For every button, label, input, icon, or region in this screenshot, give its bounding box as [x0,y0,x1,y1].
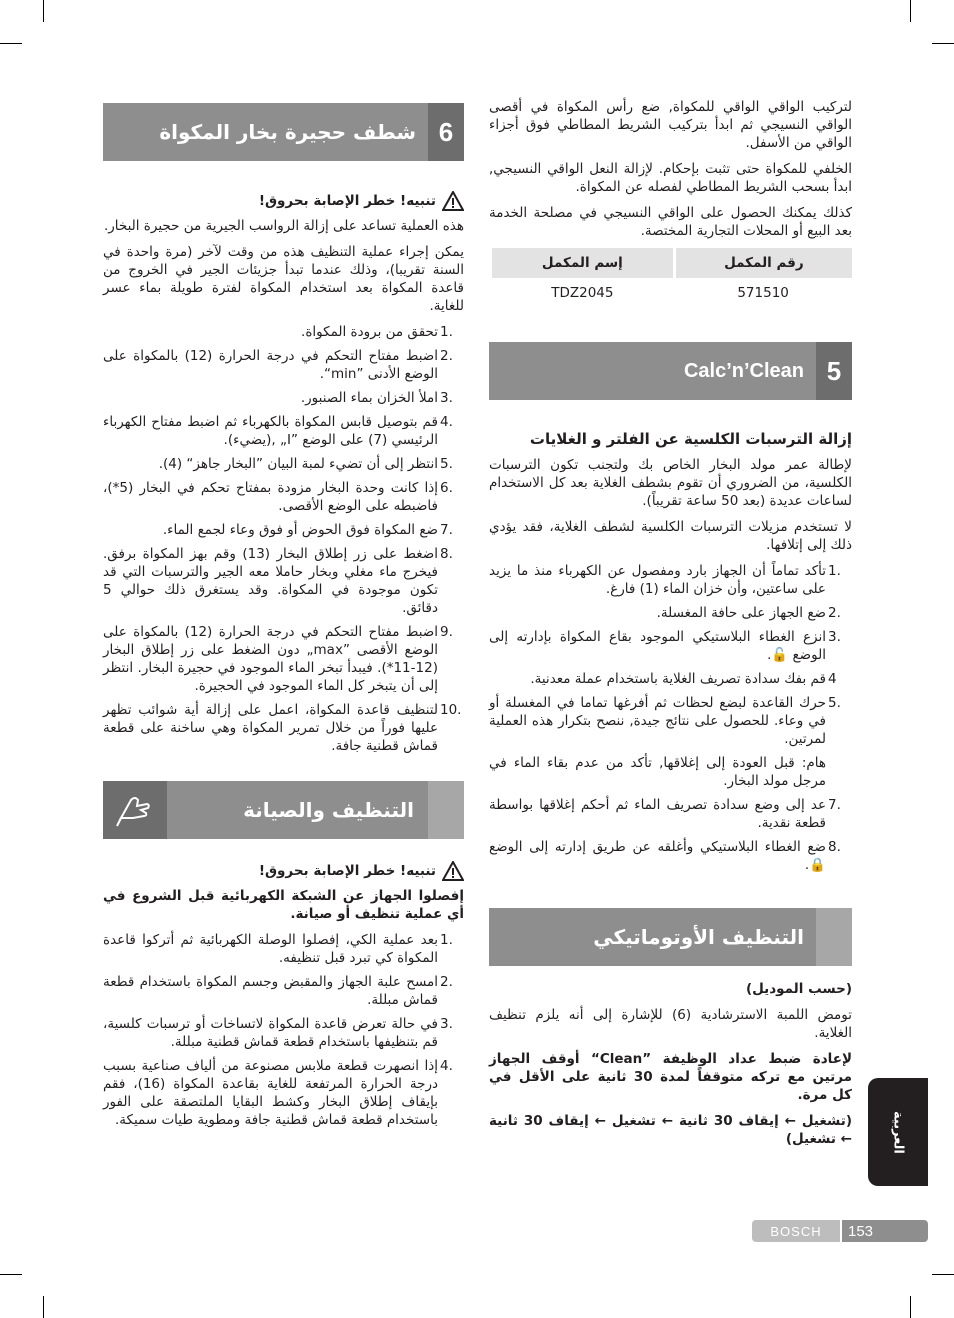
subsection-title: إزالة الترسبات الكلسية عن الفلتر و الغلايات [529,430,852,448]
list-item [103,931,464,967]
page-footer [752,1220,928,1242]
paragraph: يمكن إجراء عملية التنظيف هذه من وقت لآخر (مرة واحدة في السنة تقريبا)، وذلك عندما تبدأ جزيئات الجير في الخروج من قاعدة المكواة بعد استخدام المكواة لفترة طويلة بماء عسر للغاية. [103,244,464,314]
section-title: شطف حجيرة بخار المكواة [159,120,416,144]
list-item [103,413,464,449]
list-item [103,389,464,407]
list-item-text: ضع الجهاز على حافة المغسلة. [656,605,826,621]
list-item-text: لتنظيف قاعدة المكواة، اعمل على إزالة أية شوائب تظهر عليها فوراً من خلال تمرير المكواة وهي ساخنة على قطعة قماش قطنية جافة. [103,702,438,754]
accessory-table [489,248,852,308]
list-item [489,670,852,688]
list-item-number: 1. [440,324,453,340]
list-item [103,455,464,473]
crop-mark [932,1274,954,1275]
list-item [489,838,852,874]
auto-clean-header [489,908,852,966]
list-item-number: 4. [440,1058,453,1074]
section-5-header [489,342,852,400]
section-title: Calc’n’Clean [683,359,804,382]
intro-paragraph: الخلفي للمكواة حتى تثبت بإحكام. لإزالة النعل الواقي النسيجي, ابدأ بسحب الشريط المطاطي لفصله عن المكواة. [489,161,852,195]
crop-mark [43,1296,44,1318]
list-item [103,623,464,695]
paragraph-bold: (تشغيل ← إيقاف 30 ثانية ← تشغيل ← إيقاف 30 ثانية ← تشغيل) [489,1113,852,1147]
list-item [489,754,852,790]
list-item-number: 8. [440,546,453,562]
warning-line [103,191,464,211]
paragraph: لإطالة عمر مولد البخار الخاص بك ولتجنب تكون الترسبات الكلسية، من الضروري أن تقوم بشطف الغلاية بعد كل الاستخدام لساعات عديدة (بعد 50 ساعة تقريباً). [489,457,852,509]
intro-paragraph: لتركيب الواقي الواقي للمكواة, ضع رأس المكواة في أقصى الواقي النسيجي ثم ابدأ بتركيب الشريط المطاطي فوق أجزاء الواقي من الأسفل. [489,99,852,151]
crop-mark [0,43,22,44]
list-item [103,545,464,617]
list-item [489,628,852,664]
list-item [103,323,464,341]
list-item [103,1015,464,1051]
list-item-number: 3. [828,629,841,645]
crop-mark [910,0,911,22]
table-row [491,278,853,308]
list-item [103,479,464,515]
paragraph: لا تستخدم مزيلات الترسبات الكلسية لشطف الغلاية، فقد يؤدي ذلك إلى إتلافها. [489,519,852,553]
paragraph: هذه العملية تساعد على إزالة الرواسب الجيرية من حجيرة البخار. [103,218,464,234]
cleaning-hand-icon [103,781,167,839]
list-item-text: اضغط على زر إطلاق البخار (13) وقم بهز المكواة برفق. فيخرج ماء مغلي وبخار حاملا معه الجير والترسبات التي قد تكون موجودة في المكواة. وقد يستغرق ذلك حوالي 5 دقائق. [103,546,439,616]
list-item-text: إذا انصهرت قطعة ملابس مصنوعة من ألياف صناعية بسبب درجة الحرارة المرتفعة للغاية بقاعدة المكواة (16)، فقم بإيقاف إطلاق البخار وكشط البقايا الملتصقة على الفور باستخدام قطعة قماش قطنية جافة ومطوية طيات سميكة. [103,1058,438,1128]
list-item [489,694,852,748]
list-item-text: حرك القاعدة لبضع لحظات ثم أفرغها تماما في المغسلة أو في وعاء. للحصول على نتائج جيدة, ننصح بتكرار هذه العملية لمرتين. [489,695,826,747]
warning-text: تنبيه! خطر الإصابة بحروق! [258,863,436,879]
table-header-type: إسم المكمل [491,248,675,278]
list-item-number: 2. [440,974,453,990]
list-item-text: انتظر إلى أن تضيء لمبة البيان ”البخار جاهز“ (4). [158,456,438,472]
list-item-number: 7. [828,797,841,813]
list-item [103,1057,464,1129]
model-note: (حسب الموديل) [745,981,852,997]
list-item-number: 3. [440,390,453,406]
crop-mark [0,1274,22,1275]
list-item [489,562,852,598]
section-title: التنظيف الأوتوماتيكي [593,925,804,949]
list-item-number: 1. [440,932,453,948]
list-item [103,521,464,539]
list-item-number: 7. [440,522,453,538]
crop-mark [932,43,954,44]
steps-list [103,323,464,755]
list-item-text: هام: قبل العودة إلى إغلاقها, تأكد من عدم بقاء الماء في مرجل مولد البخار. [489,755,826,789]
list-item-text: تأكد تماماً أن الجهاز بارد ومفصول عن الكهرباء منذ ما يزيد على ساعتين، وأن خزان الماء (1) فارغ. [489,563,826,597]
section-number: 5 [816,342,852,400]
list-item-number: 4 [828,671,837,687]
list-item [489,604,852,622]
list-item-text: انزع الغطاء البلاستيكي الموجود بقاع المكواة بإدارته إلى الوضع 🔓. [489,629,826,663]
list-item [489,796,852,832]
list-item-text: بعد عملية الكي، إفصلوا الوصلة الكهربائية ثم أتركوا قاعدة المكواة كي تبرد قبل تنظيفه. [103,932,438,966]
list-item-number: 1. [828,563,841,579]
table-cell-number: 571510 [737,285,789,301]
list-item-number: 10. [440,702,462,718]
paragraph-bold: لإعادة ضبط عداد الوظيفة ”Clean“ أوقف الجهاز مرتين مع تركه متوقفاً لمدة 30 ثانية على الأقل في كل مرة. [489,1051,852,1103]
crop-mark [43,0,44,22]
list-item-text: ضع الغطاء البلاستيكي وأغلقه عن طريق إدارته إلى الوضع 🔒. [489,839,826,873]
list-item-number: 5. [440,456,453,472]
section-title: التنظيف والصيانة [243,798,414,822]
list-item-text: اضبط مفتاح التحكم في درجة الحرارة (12) بالمكواة على الوضع الأدنى ”min“. [103,348,438,382]
language-label: العربية [890,1110,906,1154]
section-number: 6 [428,103,464,161]
warning-text: تنبيه! خطر الإصابة بحروق! [258,193,436,209]
cleaning-header [103,781,464,839]
list-item-text: قم بتوصيل قابس المكواة بالكهرباء ثم اضبط مفتاح الكهرباء الرئيسي (7) على الوضع ”I„ ,(يضيء). [103,414,438,448]
right-column [489,98,852,1156]
list-item-number: 6. [440,480,453,496]
list-item-number: 5. [828,695,841,711]
list-item-number: 9. [440,624,453,640]
page-number: 153 [842,1220,928,1242]
steps-list [103,931,464,1129]
list-item [103,347,464,383]
list-item-text: قم بفك سدادة تصريف الغلاية باستخدام عملة معدنية. [530,671,826,687]
left-column [103,103,464,1135]
list-item-text: إذا كانت وحدة البخار مزودة بمفتاح تحكم في البخار (5*)، فاضبطه على الوضع الأقصى. [103,480,438,514]
table-header-number: رقم المكمل [674,248,852,278]
list-item-number: 8. [828,839,841,855]
list-item-text: عد إلى وضع سدادة تصريف الماء ثم أحكم إغلاقها بواسطة قطعة نقدية. [489,797,826,831]
section-tab [816,908,852,966]
table-cell-type: TDZ2045 [551,285,614,301]
section-6-header [103,103,464,161]
list-item [103,973,464,1009]
section-tab [428,781,464,839]
crop-mark [910,1296,911,1318]
list-item-number: 2. [828,605,841,621]
list-item-text: تحقق من برودة المكواة. [301,324,438,340]
list-item-number: 4. [440,414,453,430]
brand-label: BOSCH [752,1220,840,1242]
language-tab [868,1078,928,1186]
steps-list [489,562,852,874]
warning-line [103,861,464,881]
paragraph-bold: إفصلوا الجهاز عن الشبكة الكهربائية قبل الشروع في أي عملية تنظيف أو صيانة. [103,888,464,922]
warning-icon [442,861,464,881]
list-item-text: امسح علبة الجهاز والمقبض وجسم المكواة باستخدام قطعة قماش مبللة. [103,974,438,1008]
list-item [103,701,464,755]
list-item-number: 3. [440,1016,453,1032]
warning-icon [442,191,464,211]
intro-paragraph: كذلك يمكنك الحصول على الواقي النسيجي في مصلحة الخدمة بعد البيع أو المحلات التجارية المختصة. [489,205,852,239]
paragraph: تومض اللمبة الاسترشادية (6) للإشارة إلى أنه يلزم تنظيف الغلاية. [489,1007,852,1041]
list-item-text: في حالة تعرض قاعدة المكواة لاتساخات أو ترسبات كلسية، قم بتنظيفها باستخدام قطعة قماش قطنية مبللة. [103,1016,438,1050]
list-item-number: 2. [440,348,453,364]
list-item-text: اضبط مفتاح التحكم في درجة الحرارة (12) بالمكواة على الوضع الأقصى ”max„ دون الضغط على زر إطلاق البخار (12-11*). فيبدأ تبخر الماء الموجود في حجيرة البخار. انتظر إلى أن يتبخر كل الماء الموجود في الحجيرة. [103,624,438,694]
list-item-text: املأ الخزان بماء الصنبور. [300,390,438,406]
list-item-text: ضع المكواة فوق الحوض أو فوق وعاء لجمع الماء. [162,522,438,538]
